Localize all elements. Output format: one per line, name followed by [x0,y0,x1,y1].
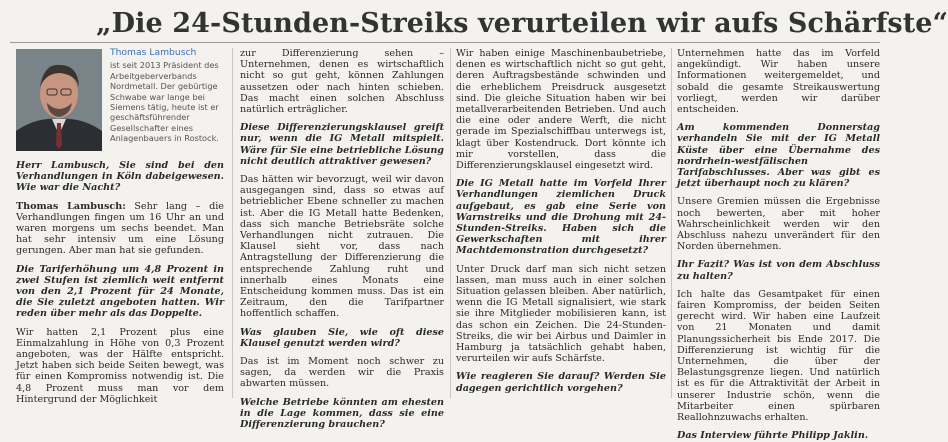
author-bio: ist seit 2013 Präsident des Arbeitgeberverbands Nordmetall. Der gebürtige Schwabe war lange bei Siemens tätig, heute ist er geschäftsführender Gesellschafter eines Anlagenbauers in Rostock. [110,60,219,144]
headline-rule [10,42,880,43]
article-headline: „Die 24-Stunden-Streiks verurteilen wir aufs Schärfste“ [96,8,948,39]
question-6: Die IG Metall hatte im Vorfeld Ihrer Verhandlungen ziemlichen Druck aufgebaut, es gab eine Serie von Warnstreiks und die Drohung mit 24-Stunden-Streiks. Haben sich die Gewerkschaften mit ihrer Machtdemonstration durchgesetzt? [456,178,666,257]
speaker-label: Thomas Lambusch: [16,200,126,212]
column-3 [456,48,666,398]
question-7: Wie reagieren Sie darauf? Werden Sie dagegen gerichtlich vorgehen? [456,371,666,394]
answer-1-text: Sehr lang – die Verhandlungen fingen um 16 Uhr an und waren morgens um sechs beendet. Man hat sehr intensiv um eine Lösung gerungen. Aber man hat sie gefunden. [16,200,224,257]
question-4: Was glauben Sie, wie oft diese Klausel genutzt werden wird? [240,326,444,349]
answer-3: Das hätten wir bevorzugt, weil wir davon ausgegangen sind, dass so etwas auf betrieblicher Ebene schneller zu machen ist. Aber die IG Metall hatte Bedenken, dass sich manche Betriebsräte solche Verhandlungen nicht zutrauen. Die Klausel sieht vor, dass nach Antragstellung der Differenzierung die entsprechende Zahlung ruht und innerhalb eines Monats eine Entscheidung kommen muss. Das ist ein Zeitraum, den die Tarifpartner hoffentlich schaffen. [240,174,444,320]
question-1: Herr Lambusch, Sie sind bei den Verhandlungen in Köln dabeigewesen. Wie war die Nacht? [16,160,224,194]
author-name: Thomas Lambusch [110,47,197,58]
question-2: Die Tariferhöhung um 4,8 Prozent in zwei Stufen ist ziemlich weit entfernt von den 2,1 Prozent für 24 Monate, die Sie zuletzt angeboten hatten. Wir reden über mehr als das Doppelte. [16,263,224,320]
column-4 [677,48,880,442]
column-divider [232,48,233,398]
question-9: Ihr Fazit? Was ist von dem Abschluss zu halten? [677,259,880,282]
answer-8: Unsere Gremien müssen die Ergebnisse noch bewerten, aber mit hoher Wahrscheinlichkeit werden wir den Abschluss nahezu unverändert für den Norden übernehmen. [677,196,880,253]
answer-6: Unter Druck darf man sich nicht setzen lassen, man muss auch in einer solchen Situation gelassen bleiben. Aber natürlich, wenn die IG Metall signalisiert, wie stark sie ihre Mitglieder mobilisieren kann, ist das schon ein Zeichen. Die 24-Stunden-Streiks, die wir bei Airbus und Daimler in Hamburg ja tatsächlich gehabt haben, verurteilen wir aufs Schärfste. [456,263,666,365]
answer-5: Wir haben einige Maschinenbaubetriebe, denen es wirtschaftlich nicht so gut geht, deren Auftragsbestände schwinden und die erheblichem Preisdruck ausgesetzt sind. Die gleiche Situation haben wir bei metallverarbeitenden Betrieben. Und auch die eine oder andere Werft, die nicht gerade im Spezialschiffbau unterwegs ist, klagt über Kostendruck. Dort könnte ich mir vorstellen, dass die Differenzierungsklausel eingesetzt wird. [456,48,666,172]
column-divider [671,48,672,398]
answer-4: Das ist im Moment noch schwer zu sagen, da werden wir die Praxis abwarten müssen. [240,356,444,390]
question-3: Diese Differenzierungsklausel greift nur, wenn die IG Metall mitspielt. Wäre für Sie eine betriebliche Lösung nicht deutlich attraktiver gewesen? [240,122,444,167]
interview-credit: Das Interview führte Philipp Jaklin. [677,430,869,442]
answer-2-continued: zur Differenzierung sehen – Unternehmen, denen es wirtschaftlich nicht so gut geht, können Zahlungen aussetzen oder nach hinten schieben. Das macht einen solchen Abschluss natürlich erträglicher. [240,48,444,116]
answer-7: Unternehmen hatte das im Vorfeld angekündigt. Wir haben unsere Informationen weitergemeldet, und sobald die gesamte Streikauswertung vorliegt, werden wir darüber entscheiden. [677,48,880,116]
answer-9: Ich halte das Gesamtpaket für einen fairen Kompromiss, der beiden Seiten gerecht wird. Wir haben eine Laufzeit von 21 Monaten und damit Planungssicherheit bis Ende 2017. Die Differenzierung ist wichtig für die Unternehmen, die über der Belastungsgrenze liegen. Und natürlich ist es für die Attraktivität der Arbeit in unserer Industrie schön, wenn die Mitarbeiter einen spürbaren Reallohnzuwachs erhalten. [677,288,880,424]
answer-2: Wir hatten 2,1 Prozent plus eine Einmalzahlung in Höhe von 0,3 Prozent angeboten, was der Hälfte entspricht. Jetzt haben sich beide Seiten bewegt, was für einen Kompromiss notwendig ist. Die 4,8 Prozent muss man vor dem Hintergrund der Möglichkeit [16,326,224,405]
column-2 [240,48,444,431]
question-5: Welche Betriebe könnten am ehesten in die Lage kommen, dass sie eine Differenzierung brauchen? [240,396,444,431]
answer-1 [16,201,224,257]
question-8: Am kommenden Donnerstag verhandeln Sie mit der IG Metall Küste über eine Übernahme des nordrhein-westfälischen Tarifabschlusses. Aber was gibt es jetzt überhaupt noch zu klären? [677,122,880,190]
column-divider [450,48,451,398]
column-1 [16,48,224,405]
